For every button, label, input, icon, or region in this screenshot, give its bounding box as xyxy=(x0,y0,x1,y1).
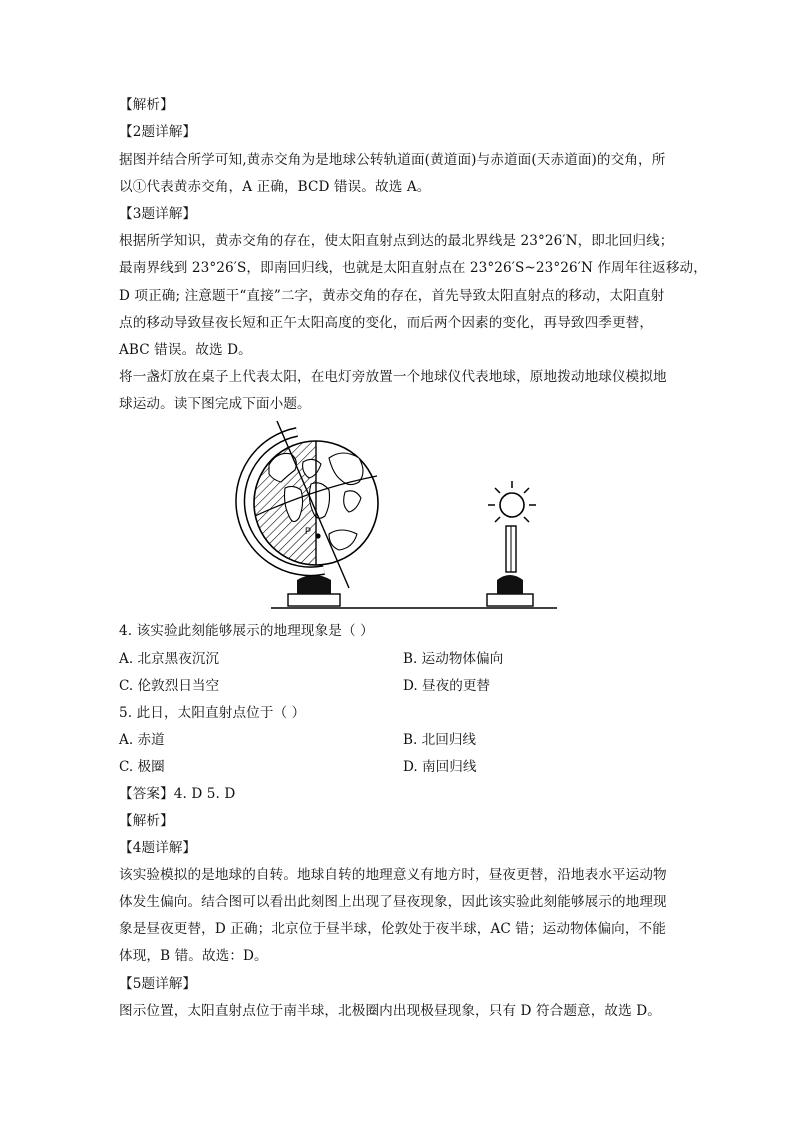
intro-text-line: 球运动。读下图完成下面小题。 xyxy=(119,396,311,412)
q4-detail-line: 体发生偏向。结合图可以看出此刻图上出现了昼夜现象，因此该实验此刻能够展示的地理现 xyxy=(119,894,667,910)
q3-detail-heading: 【3题详解】 xyxy=(119,206,197,222)
q4-detail-line: 该实验模拟的是地球的自转。地球自转的地理意义有地方时，昼夜更替，沿地表水平运动物 xyxy=(119,867,667,883)
point-p-label: P xyxy=(305,526,312,536)
q3-text-line: ABC 错误。故选 D。 xyxy=(119,342,252,358)
globe-lamp-figure xyxy=(225,418,565,614)
q5-detail-line: 图示位置，太阳直射点位于南半球，北极圈内出现极昼现象，只有 D 符合题意，故选 D。 xyxy=(119,1003,661,1019)
q3-text-line: D 项正确; 注意题干“直接”二字，黄赤交角的存在，首先导致太阳直射点的移动，太阳直射 xyxy=(119,288,665,304)
analysis-heading: 【解析】 xyxy=(119,813,174,829)
lamp xyxy=(487,481,536,606)
q2-text-line: 以①代表黄赤交角，A 正确，BCD 错误。故选 A。 xyxy=(119,179,431,195)
q2-detail-heading: 【2题详解】 xyxy=(119,124,197,140)
sun-icon xyxy=(500,493,524,517)
q5-stem: 5. 此日，太阳直射点位于（ ） xyxy=(119,705,306,721)
q4-detail-line: 体现，B 错。故选：D。 xyxy=(119,948,268,964)
intro-text-line: 将一盏灯放在桌子上代表太阳，在电灯旁放置一个地球仪代表地球，原地拨动地球仪模拟地 xyxy=(119,369,667,385)
q4-detail-line: 象是昼夜更替，D 正确；北京位于昼半球，伦敦处于夜半球，AC 错；运动物体偏向，不能 xyxy=(119,921,666,937)
q4-stem: 4. 该实验此刻能够展示的地理现象是（ ） xyxy=(119,623,374,639)
q4-option-a: A. 北京黑夜沉沉 xyxy=(119,651,220,667)
q3-text-line: 最南界线到 23°26′S，即南回归线，也就是太阳直射点在 23°26′S~23°26′N 作周年往返移动， xyxy=(119,260,707,276)
q5-option-c: C. 极圈 xyxy=(119,759,165,775)
q2-text-line: 据图并结合所学可知,黄赤交角为是地球公转轨道面(黄道面)与赤道面(天赤道面)的交角，所 xyxy=(119,152,666,168)
point-p-marker xyxy=(315,533,320,538)
analysis-heading: 【解析】 xyxy=(119,97,174,113)
q5-detail-heading: 【5题详解】 xyxy=(119,976,197,992)
answer-line: 【答案】4. D 5. D xyxy=(119,786,236,802)
q4-option-b: B. 运动物体偏向 xyxy=(403,651,504,667)
q3-text-line: 点的移动导致昼夜长短和正午太阳高度的变化，而后两个因素的变化，再导致四季更替， xyxy=(119,315,654,331)
q5-option-a: A. 赤道 xyxy=(119,732,165,748)
q5-option-b: B. 北回归线 xyxy=(403,732,477,748)
q4-detail-heading: 【4题详解】 xyxy=(119,840,197,856)
q3-text-line: 根据所学知识，黄赤交角的存在，使太阳直射点到达的最北界线是 23°26′N，即北回归线； xyxy=(119,233,674,249)
q4-option-c: C. 伦敦烈日当空 xyxy=(119,678,220,694)
q5-option-d: D. 南回归线 xyxy=(403,759,477,775)
q4-option-d: D. 昼夜的更替 xyxy=(403,678,491,694)
